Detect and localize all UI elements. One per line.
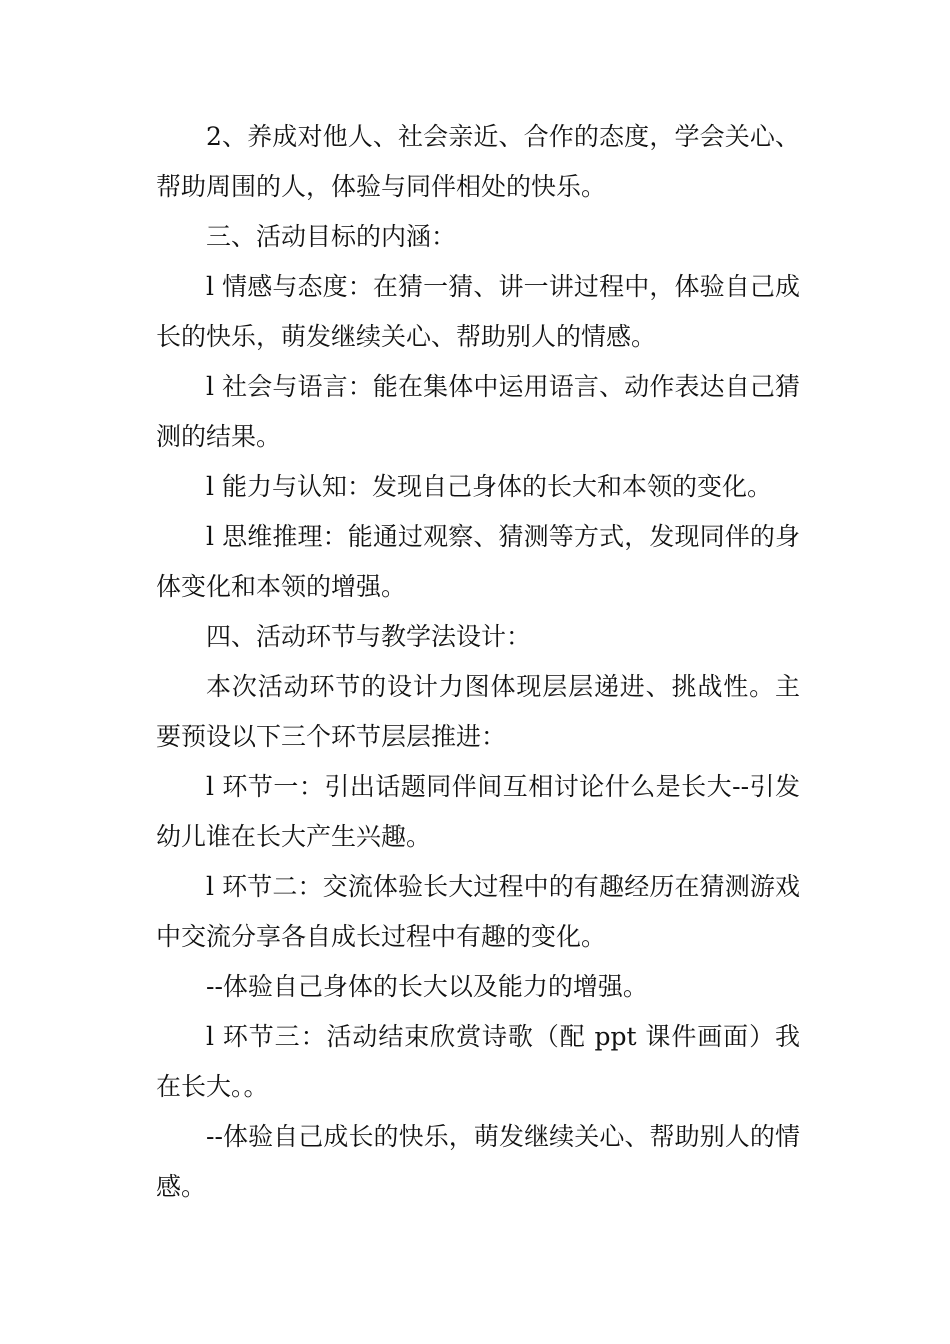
paragraph-step-two-note: --体验自己身体的长大以及能力的增强。 <box>206 972 648 1001</box>
paragraph-social-language: l 社会与语言：能在集体中运用语言、动作表达自己猜测的结果。 <box>156 372 800 451</box>
section-heading-activity-design: 四、活动环节与教学法设计： <box>206 622 532 651</box>
paragraph-step-three-note: --体验自己成长的快乐，萌发继续关心、帮助别人的情感。 <box>156 1122 800 1201</box>
paragraph-emotion-attitude: l 情感与态度：在猜一猜、讲一讲过程中，体验自己成长的快乐，萌发继续关心、帮助别人的情感。 <box>156 272 800 351</box>
paragraph-step-one: l 环节一：引出话题同伴间互相讨论什么是长大--引发幼儿谁在长大产生兴趣。 <box>156 772 800 851</box>
paragraph-design-intro: 本次活动环节的设计力图体现层层递进、挑战性。主要预设以下三个环节层层推进： <box>156 672 800 751</box>
paragraph-goal-2: 2、养成对他人、社会亲近、合作的态度，学会关心、帮助周围的人，体验与同伴相处的快乐。 <box>156 122 800 201</box>
paragraph-thinking-reasoning: l 思维推理：能通过观察、猜测等方式，发现同伴的身体变化和本领的增强。 <box>156 522 800 601</box>
paragraph-step-three: l 环节三：活动结束欣赏诗歌（配 ppt 课件画面）我在长大。。 <box>156 1022 800 1101</box>
paragraph-step-two: l 环节二：交流体验长大过程中的有趣经历在猜测游戏中交流分享各自成长过程中有趣的变化。 <box>156 872 800 951</box>
paragraph-ability-cognition: l 能力与认知：发现自己身体的长大和本领的变化。 <box>206 472 772 501</box>
section-heading-goal-meaning: 三、活动目标的内涵： <box>206 222 457 251</box>
